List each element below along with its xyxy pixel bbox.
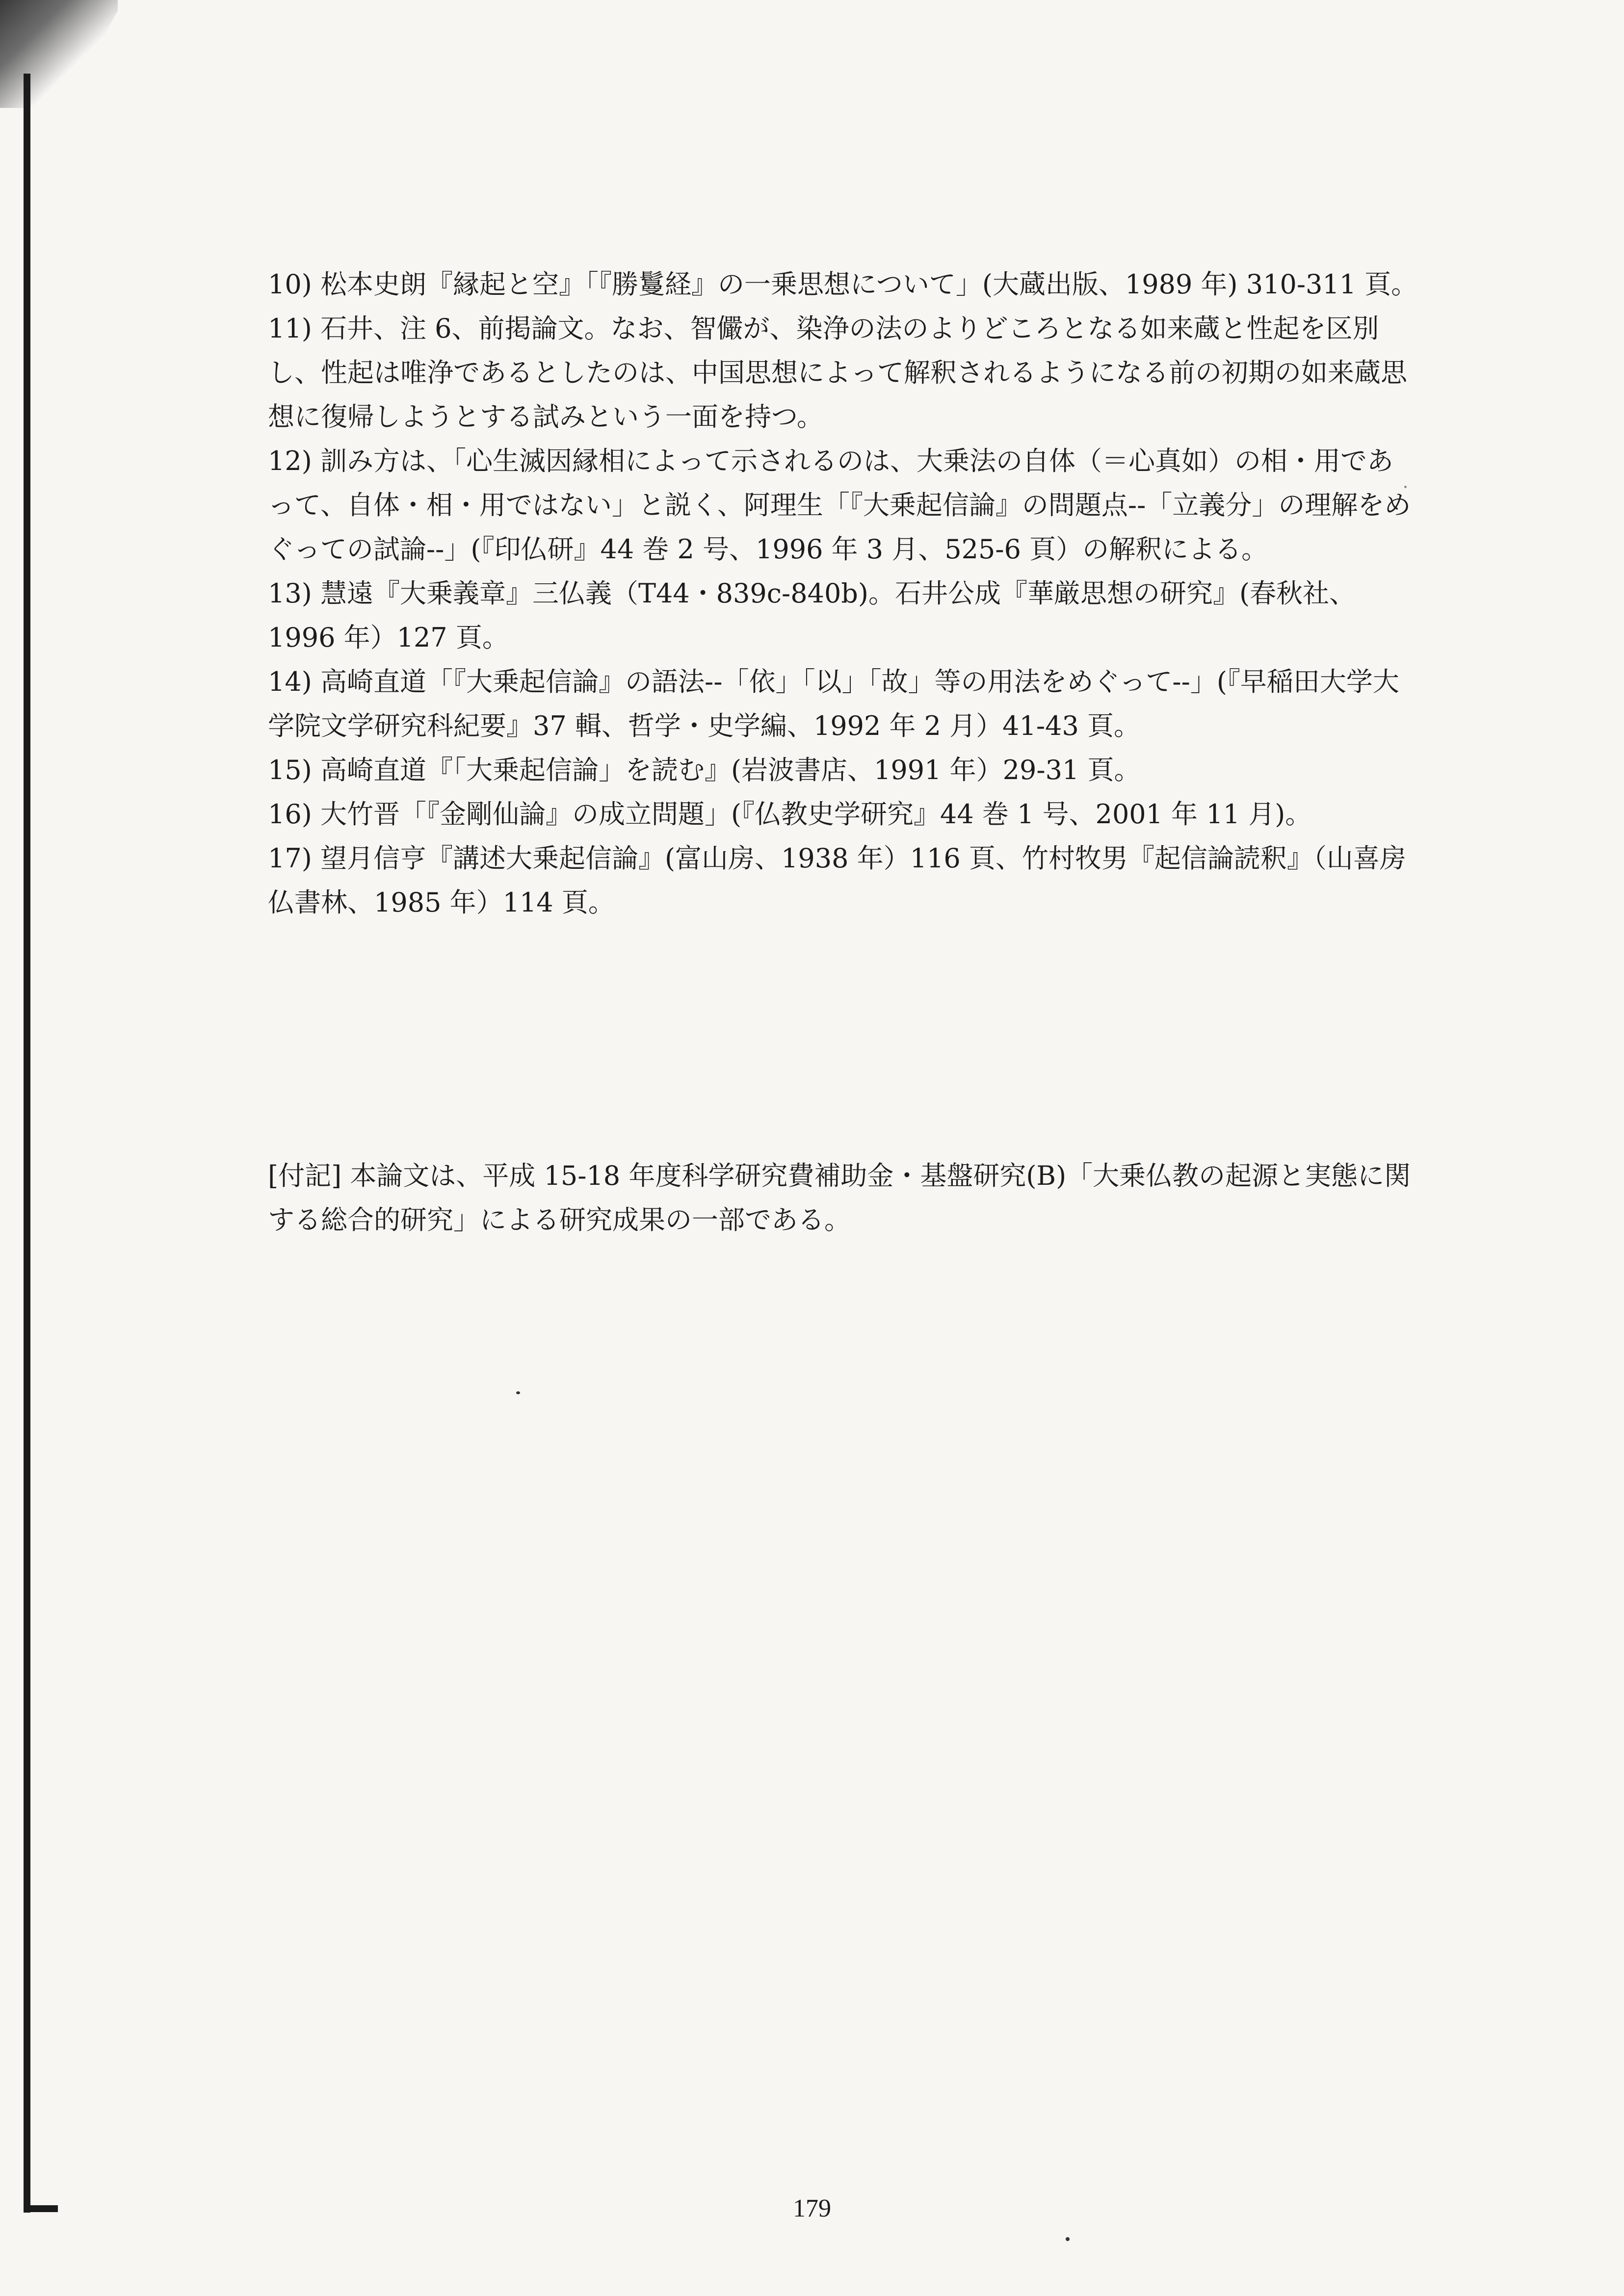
endnote-number: 10)	[268, 269, 312, 300]
endnote-text: 高崎直道「『大乗起信論』の語法--「依」「以」「故」等の用法をめぐって--」(『早稲田大学大学院文学研究科紀要』37 輯、哲学・史学編、1992 年 2 月）41-43 頁。	[268, 666, 1399, 741]
scan-speck	[1066, 2237, 1070, 2241]
scan-edge-shadow	[0, 0, 118, 108]
endnote-text: 慧遠『大乗義章』三仏義（T44・839c-840b)。石井公成『華厳思想の研究』(春秋社、1996 年）127 頁。	[268, 578, 1356, 653]
endnote-13	[268, 572, 1419, 660]
binding-edge-foot	[24, 2205, 58, 2212]
endnote-number: 11)	[268, 313, 312, 344]
binding-edge-line	[24, 74, 30, 2213]
scan-speck	[516, 1391, 520, 1394]
endnote-number: 15)	[268, 755, 312, 785]
endnote-number: 16)	[268, 799, 312, 830]
endnote-17	[268, 836, 1419, 925]
acknowledgement-note	[268, 1154, 1419, 1242]
endnote-text: 大竹晋「『金剛仙論』の成立問題」(『仏教史学研究』44 巻 1 号、2001 年 11 月)。	[320, 799, 1312, 830]
endnote-number: 17)	[268, 843, 312, 874]
endnote-15	[268, 748, 1419, 792]
endnote-text: 松本史朗『縁起と空』「『勝鬘経』の一乗思想について」(大蔵出版、1989 年) 310-311 頁。	[320, 269, 1418, 300]
endnote-text: 訓み方は、「心生滅因縁相によって示されるのは、大乗法の自体（＝心真如）の相・用であって、自体・相・用ではない」と説く、阿理生「『大乗起信論』の問題点--「立義分」の理解をめぐっての試論--」(『印仏研』44 巻 2 号、1996 年 3 月、525-6 頁）の解釈による。	[268, 445, 1411, 565]
scan-speck	[1404, 486, 1407, 488]
endnote-14	[268, 660, 1419, 748]
endnote-16	[268, 792, 1419, 836]
endnote-11	[268, 307, 1419, 439]
acknowledgement-text: 本論文は、平成 15-18 年度科学研究費補助金・基盤研究(B)「大乗仏教の起源と実態に関する総合的研究」による研究成果の一部である。	[268, 1160, 1411, 1235]
endnote-10	[268, 262, 1419, 307]
endnote-number: 12)	[268, 445, 312, 476]
acknowledgement-label: [付記]	[268, 1160, 342, 1191]
endnotes-list	[268, 262, 1419, 925]
endnote-text: 望月信亨『講述大乗起信論』(富山房、1938 年）116 頁、竹村牧男『起信論読釈』（山喜房仏書林、1985 年）114 頁。	[268, 843, 1406, 918]
endnote-number: 13)	[268, 578, 312, 609]
endnote-12	[268, 439, 1419, 572]
endnote-text: 石井、注 6、前掲論文。なお、智儼が、染浄の法のよりどころとなる如来蔵と性起を区別し、性起は唯浄であるとしたのは、中国思想によって解釈されるようになる前の初期の如来蔵思想に復帰しようとする試みという一面を持つ。	[268, 313, 1407, 432]
endnote-text: 高崎直道『「大乗起信論」を読む』(岩波書店、1991 年）29-31 頁。	[320, 755, 1141, 785]
endnote-number: 14)	[268, 666, 312, 697]
page-number: 179	[793, 2194, 831, 2222]
